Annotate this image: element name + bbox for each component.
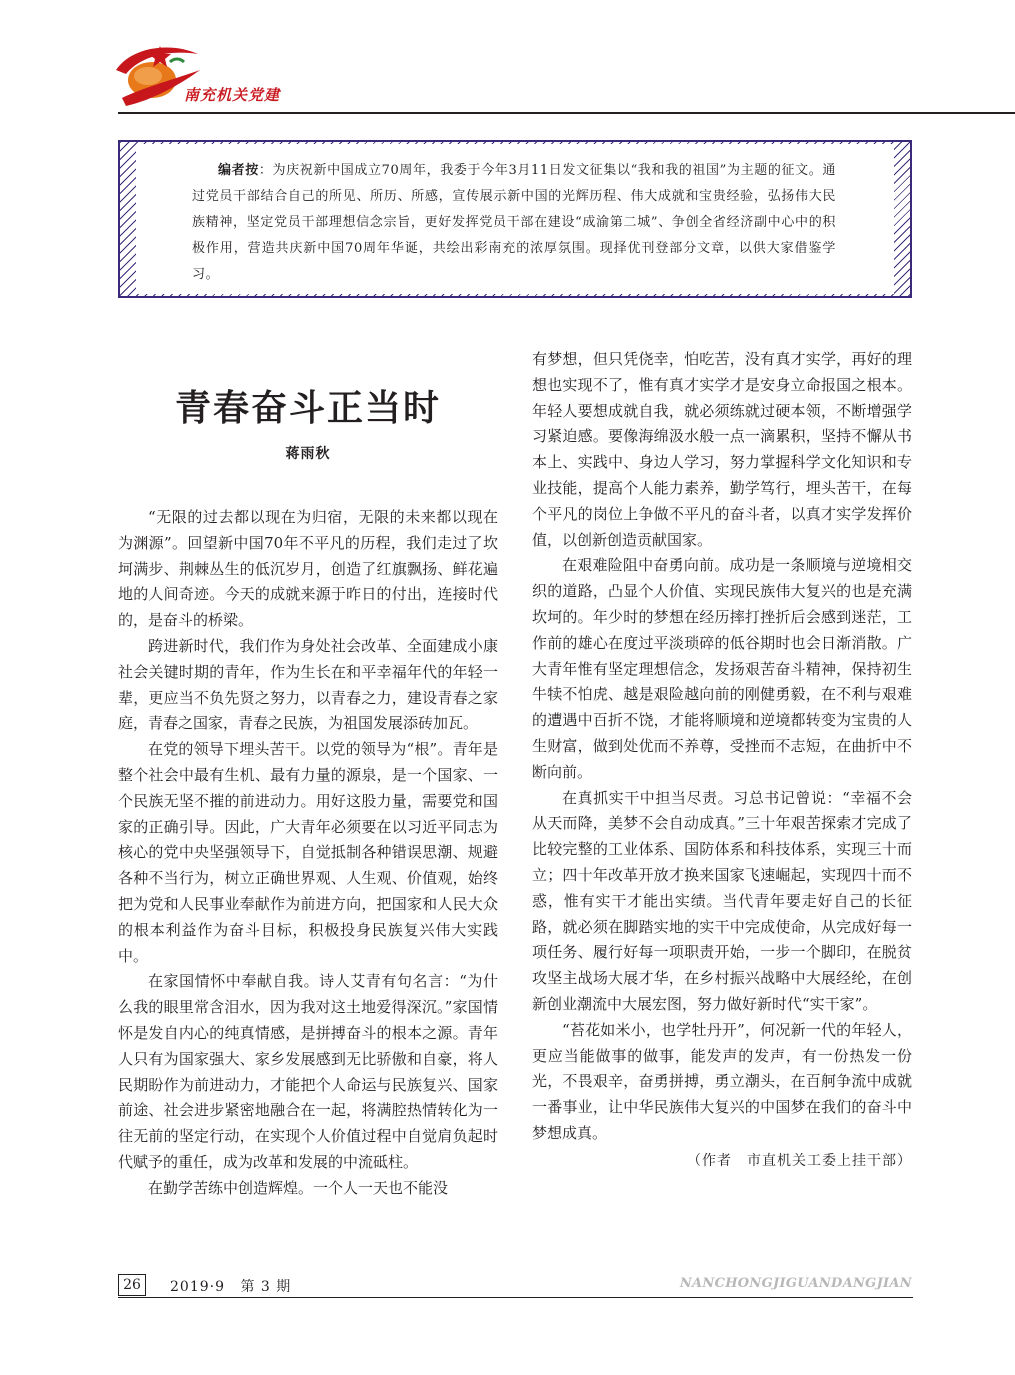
editor-note-content: [136, 144, 894, 294]
editor-note-paragraph: [192, 158, 836, 288]
paragraph: 在艰难险阻中奋勇向前。成功是一条顺境与逆境相交织的道路，凸显个人价值、实现民族伟大复兴的也是充满坎坷的。年少时的梦想在经历摔打挫折后会感到迷茫，工作前的雄心在度过平淡琐碎的低谷期时也会日渐消散。广大青年惟有坚定理想信念，发扬艰苦奋斗精神，保持初生牛犊不怕虎、越是艰险越向前的刚健勇毅，在不利与艰难的遭遇中百折不饶，才能将顺境和逆境都转变为宝贵的人生财富，做到处优而不养尊，受挫而不志短，在曲折中不断向前。: [532, 556, 912, 781]
article-left-column: [118, 505, 498, 1202]
article-right-column: [532, 347, 912, 1175]
paragraph: 有梦想，但只凭侥幸，怕吃苦，没有真才实学，再好的理想也实现不了，惟有真才实学才是安身立命报国之根本。年轻人要想成就自我，就必须练就过硬本领，不断增强学习紧迫感。要像海绵汲水般一点一滴累积，坚持不懈从书本上、实践中、身边人学习，努力掌握科学文化知识和专业技能，提高个人能力素养，勤学笃行，埋头苦干，在每个平凡的岗位上争做不平凡的奋斗者，以真才实学发挥价值，以创新创造贡献国家。: [532, 350, 912, 549]
paragraph: 在家国情怀中奉献自我。诗人艾青有句名言：“为什么我的眼里常含泪水，因为我对这土地爱得深沉。”家国情怀是发自内心的纯真情感，是拼搏奋斗的根本之源。青年人只有为国家强大、家乡发展感到无比骄傲和自豪，将人民期盼作为前进动力，才能把个人命运与民族复兴、国家前途、社会进步紧密地融合在一起，将满腔热情转化为一往无前的坚定行动，在实现个人价值过程中自觉肩负起时代赋予的重任，成为改革和发展的中流砥柱。: [118, 972, 498, 1171]
editor-note-text: ：为庆祝新中国成立70周年，我委于今年3月11日发文征集以“我和我的祖国”为主题的征文。通过党员干部结合自己的所见、所历、所感，宣传展示新中国的光辉历程、伟大成就和宝贵经验，弘扬伟大民族精神，坚定党员干部理想信念宗旨，更好发挥党员干部在建设“成渝第二城”、争创全省经济副中心中的积极作用，营造共庆新中国70周年华诞，共绘出彩南充的浓厚氛围。现择优刊登部分文章，以供大家借鉴学习。: [192, 163, 836, 282]
paragraph: 在真抓实干中担当尽责。习总书记曾说：“幸福不会从天而降，美梦不会自动成真。”三十年艰苦探索才完成了比较完整的工业体系、国防体系和科技体系，实现三十而立；四十年改革开放才换来国家飞速崛起，实现四十而不惑，惟有实干才能出实绩。当代青年要走好自己的长征路，就必须在脚踏实地的实干中完成使命，从完成好每一项任务、履行好每一项职责开始，一步一个脚印，在脱贫攻坚主战场大展才华，在乡村振兴战略中大展经纶，在创新创业潮流中大展宏图，努力做好新时代“实干家”。: [532, 788, 912, 1013]
issue-info: [170, 1276, 301, 1296]
issue-number: 第 3 期: [240, 1279, 292, 1295]
footer-brand: NANCHONGJIGUANDANGJIAN: [679, 1276, 912, 1291]
paragraph: “无限的过去都以现在为归宿，无限的未来都以现在为渊源”。回望新中国70年不平凡的历程，我们走过了坎坷满步、荆棘丛生的低沉岁月，创造了红旗飘扬、鲜花遍地的人间奇迹。今天的成就来源于昨日的付出，连接时代的，是奋斗的桥梁。: [118, 508, 498, 630]
footer-divider: [118, 1297, 913, 1298]
editor-note-box: [118, 140, 912, 298]
paragraph: 在党的领导下埋头苦干。以党的领导为“根”。青年是整个社会中最有生机、最有力量的源泉，是一个国家、一个民族无坚不摧的前进动力。用好这股力量，需要党和国家的正确引导。因此，广大青年必须要在以习近平同志为核心的党中央坚强领导下，自觉抵制各种错误思潮、规避各种不当行为，树立正确世界观、人生观、价值观，始终把为党和人民事业奉献作为前进方向，把国家和人民大众的根本利益作为奋斗目标，积极投身民族复兴伟大实践中。: [118, 740, 498, 965]
header-divider: [118, 112, 1015, 114]
issue-date: 2019·9: [170, 1279, 225, 1295]
paragraph: 跨进新时代，我们作为身处社会改革、全面建成小康社会关键时期的青年，作为生长在和平幸福年代的年轻一辈，更应当不负先贤之努力，以青春之力，建设青春之家庭，青春之国家，青春之民族，为祖国发展添砖加瓦。: [118, 636, 498, 733]
article-author: 蒋雨秋: [285, 446, 331, 462]
editor-note-label: 编者按: [218, 163, 259, 178]
article-title: 青春奋斗正当时: [174, 387, 441, 429]
paragraph: “苔花如米小，也学牡丹开”，何况新一代的年轻人，更应当能做事的做事，能发声的发声，有一份热发一份光，不畏艰辛，奋勇拼搏，勇立潮头，在百舸争流中成就一番事业，让中华民族伟大复兴的中国梦在我们的奋斗中梦想成真。: [532, 1020, 912, 1142]
paragraph: 在勤学苦练中创造辉煌。一个人一天也不能没: [148, 1178, 449, 1197]
page-number: 26: [118, 1274, 146, 1296]
masthead-title: 南充机关党建: [184, 86, 281, 104]
author-signature: （作者 市直机关工委上挂干部）: [687, 1152, 912, 1169]
